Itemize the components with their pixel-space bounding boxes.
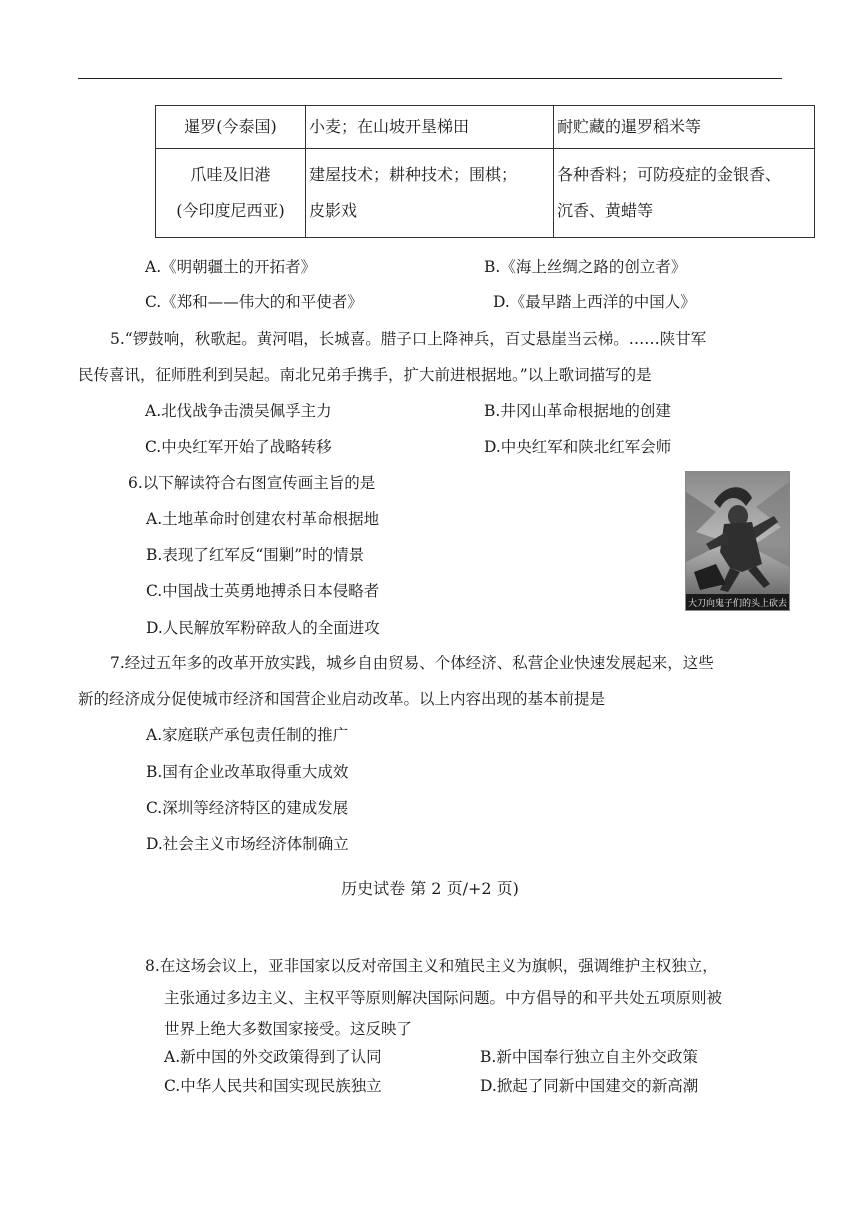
q6-option-b: B.表现了红军反“围剿”时的情景 <box>146 546 365 564</box>
table-cell-country: 爪哇及旧港 (今印度尼西亚) <box>156 149 306 238</box>
q5-stem-line-2: 民传喜讯，征师胜利到吴起。南北兄弟手携手，扩大前进根据地。”以上歌词描写的是 <box>78 366 652 384</box>
q7-stem-line-1: 7.经过五年多的改革开放实践，城乡自由贸易、个体经济、私营企业快速发展起来，这些 <box>110 654 714 672</box>
header-rule <box>78 78 782 79</box>
q8-stem-line-3: 世界上绝大多数国家接受。这反映了 <box>164 1020 413 1038</box>
q7-option-b: B.国有企业改革取得重大成效 <box>146 763 349 781</box>
q8-option-c: C.中华人民共和国实现民族独立 <box>164 1077 382 1095</box>
q7-option-c: C.深圳等经济特区的建成发展 <box>146 799 349 817</box>
q4-option-b: B.《海上丝绸之路的创立者》 <box>484 258 687 276</box>
q4-option-c: C.《郑和——伟大的和平使者》 <box>145 293 363 311</box>
q4-option-a: A.《明朝疆土的开拓者》 <box>145 258 317 276</box>
page-footer: 历史试卷 第 2 页/+2 页) <box>341 879 519 898</box>
q4-option-d: D.《最早踏上西洋的中国人》 <box>493 293 696 311</box>
table-cell-country: 暹罗(今泰国) <box>156 106 306 149</box>
q5-option-c: C.中央红军开始了战略转移 <box>145 438 332 456</box>
q8-option-d: D.掀起了同新中国建交的新高潮 <box>480 1077 699 1095</box>
q8-option-b: B.新中国奉行独立自主外交政策 <box>480 1048 698 1066</box>
table-cell-given: 小麦；在山坡开垦梯田 <box>306 106 554 149</box>
q7-option-d: D.社会主义市场经济体制确立 <box>146 835 349 853</box>
q5-option-b: B.井冈山革命根据地的创建 <box>484 402 671 420</box>
table-cell-given: 建屋技术；耕种技术；围棋； 皮影戏 <box>306 149 554 238</box>
exchange-table <box>155 105 815 238</box>
table-row <box>156 106 815 149</box>
q7-stem-line-2: 新的经济成分促使城市经济和国营企业启动改革。以上内容出现的基本前提是 <box>78 690 606 708</box>
table-row <box>156 149 815 238</box>
q5-stem-line-1: 5.“锣鼓响，秋歌起。黄河唱，长城喜。腊子口上降神兵，百丈悬崖当云梯。……陕甘军 <box>110 330 707 348</box>
q7-option-a: A.家庭联产承包责任制的推广 <box>146 726 349 744</box>
q5-option-d: D.中央红军和陕北红军会师 <box>484 438 672 456</box>
poster-illustration <box>686 472 789 610</box>
q6-option-a: A.土地革命时创建农村革命根据地 <box>146 510 380 528</box>
q6-option-c: C.中国战士英勇地搏杀日本侵略者 <box>146 582 380 600</box>
q6-stem: 6.以下解读符合右图宣传画主旨的是 <box>128 474 376 492</box>
q8-stem-line-2: 主张通过多边主义、主权平等原则解决国际问题。中方倡导的和平共处五项原则被 <box>164 989 723 1007</box>
q5-option-a: A.北伐战争击溃吴佩孚主力 <box>145 402 332 420</box>
q8-option-a: A.新中国的外交政策得到了认同 <box>164 1048 382 1066</box>
propaganda-poster-image <box>685 471 790 611</box>
poster-caption: 大刀向鬼子们的头上砍去 <box>687 599 788 609</box>
q6-option-d: D.人民解放军粉碎敌人的全面进攻 <box>146 619 380 637</box>
table-cell-received: 各种香料；可防疫症的金银香、 沉香、黄蜡等 <box>554 149 815 238</box>
table-cell-received: 耐贮藏的暹罗稻米等 <box>554 106 815 149</box>
q8-stem-line-1: 8.在这场会议上，亚非国家以反对帝国主义和殖民主义为旗帜，强调维护主权独立， <box>145 957 718 975</box>
